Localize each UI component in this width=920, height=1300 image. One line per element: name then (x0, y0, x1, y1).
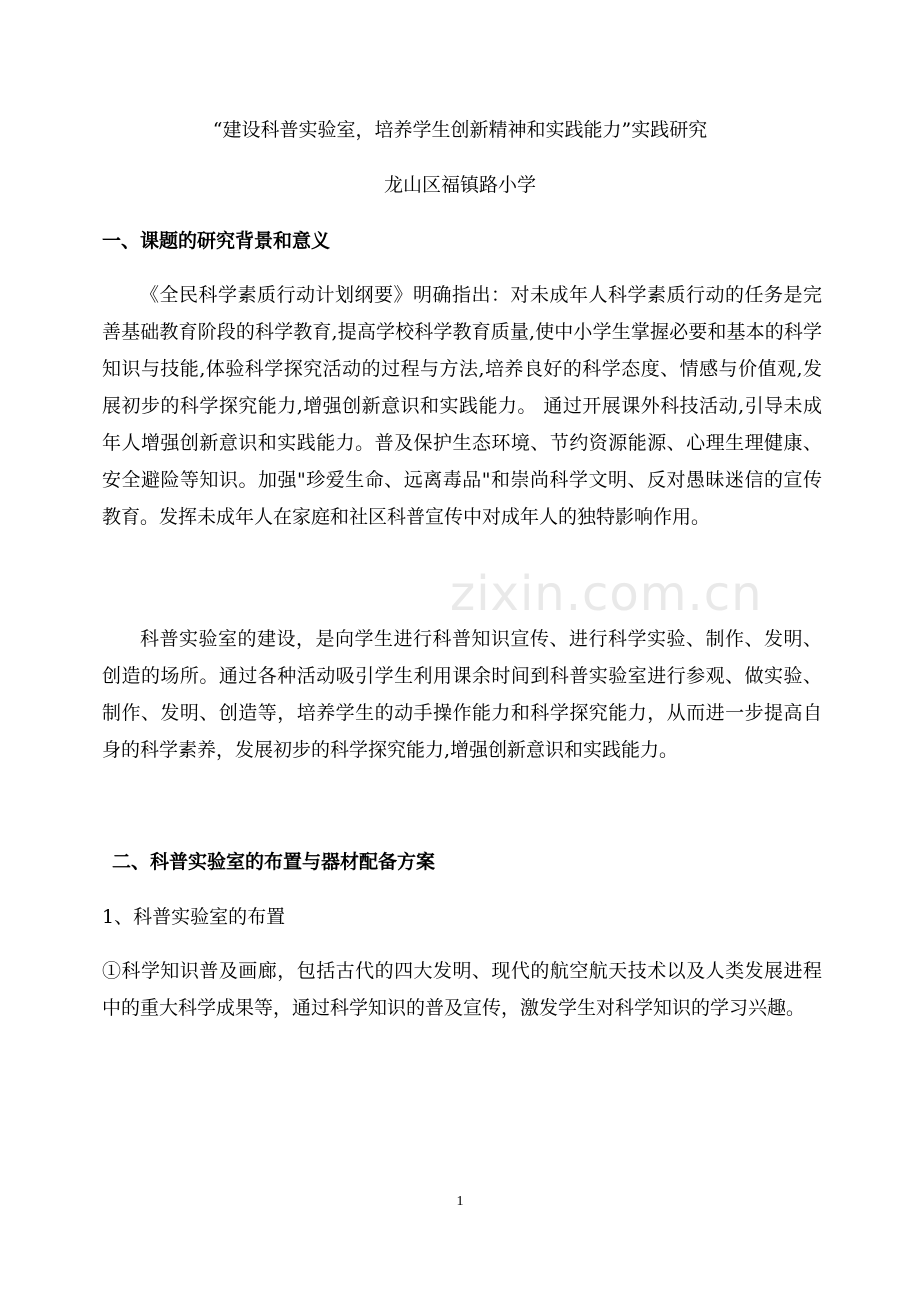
section-1-paragraph-1: 《全民科学素质行动计划纲要》明确指出：对未成年人科学素质行动的任务是完善基础教育阶段的科学教育,提高学校科学教育质量,使中小学生掌握必要和基本的科学知识与技能,体验科学探究活动的过程与方法,培养良好的科学态度、情感与价值观,发展初步的科学探究能力,增强创新意识和实践能力。 通过开展课外科技活动,引导未成年人增强创新意识和实践能力。普及保护生态环境、节约资源能源、心理生理健康、安全避险等知识。加强"珍爱生命、远离毒品"和崇尚科学文明、反对愚昧迷信的宣传教育。发挥未成年人在家庭和社区科普宣传中对成年人的独特影响作用。 (102, 284, 822, 528)
document-title: “建设科普实验室，培养学生创新精神和实践能力”实践研究 (212, 119, 708, 141)
section-2-heading: 二、科普实验室的布置与器材配备方案 (112, 851, 436, 873)
page-number: 1 (456, 1194, 464, 1209)
school-name: 龙山区福镇路小学 (383, 174, 536, 196)
section-2-subheading: 1、科普实验室的布置 (102, 906, 286, 928)
section-2-item-1: ①科学知识普及画廊，包括古代的四大发明、现代的航空航天技术以及人类发展进程中的重大科学成果等，通过科学知识的普及宣传，激发学生对科学知识的学习兴趣。 (102, 960, 822, 1019)
watermark: zixin.com.cn (450, 566, 763, 622)
section-1-heading: 一、课题的研究背景和意义 (102, 230, 331, 252)
section-1-paragraph-2: 科普实验室的建设，是向学生进行科普知识宣传、进行科学实验、制作、发明、创造的场所。通过各种活动吸引学生利用课余时间到科普实验室进行参观、做实验、制作、发明、创造等，培养学生的动手操作能力和科学探究能力，从而进一步提高自身的科学素养，发展初步的科学探究能力,增强创新意识和实践能力。 (102, 628, 822, 761)
